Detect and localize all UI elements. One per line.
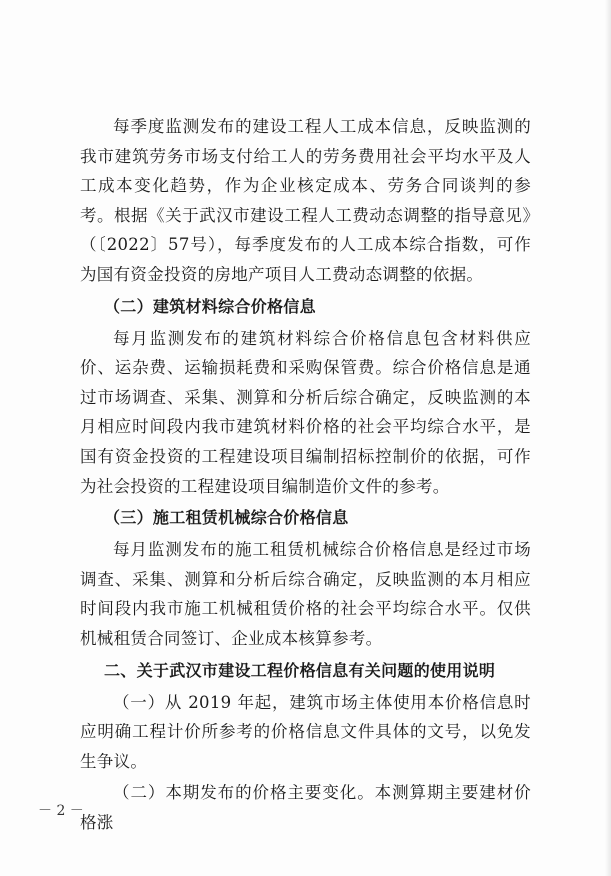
subheading-machinery: （三）施工租赁机械综合价格信息 [104, 508, 349, 528]
paragraph-materials: 每月监测发布的建筑材料综合价格信息包含材料供应价、运杂费、运输损耗费和采购保管费。综合价格信息是通过市场调查、采集、测算和分析后综合确定，反映监测的本月相应时间段内我市建筑材料价格的社会平均综合水平，是国有资金投资的工程建设项目编制招标控制价的依据，可作为社会投资的工程建设项目编制造价文件的参考。 [80, 328, 531, 496]
paragraph-machinery: 每月监测发布的施工租赁机械综合价格信息是经过市场调查、采集、测算和分析后综合确定，反映监测的本月相应时间段内我市施工机械租赁价格的社会平均综合水平。仅供机械租赁合同签订、企业成本核算参考。 [80, 540, 531, 648]
subheading-materials: （二）建筑材料综合价格信息 [104, 296, 316, 316]
page-number: － 2 － [38, 803, 84, 819]
section-heading-usage: 二、关于武汉市建设工程价格信息有关问题的使用说明 [104, 660, 496, 680]
paragraph-usage-1: （一）从 2019 年起，建筑市场主体使用本价格信息时应明确工程计价所参考的价格信息文件具体的文号，以免发生争议。 [80, 692, 531, 771]
paragraph-labor-cost: 每季度监测发布的建设工程人工成本信息，反映监测的我市建筑劳务市场支付给工人的劳务费用社会平均水平及人工成本变化趋势，作为企业核定成本、劳务合同谈判的参考。根据《关于武汉市建设工程人工费动态调整的指导意见》（〔2022〕57号），每季度发布的人工成本综合指数，可作为国有资金投资的房地产项目人工费动态调整的依据。 [80, 117, 531, 284]
paragraph-usage-2: （二）本期发布的价格主要变化。本测算期主要建材价格涨 [80, 783, 531, 832]
page-edge-shadow [605, 0, 611, 876]
